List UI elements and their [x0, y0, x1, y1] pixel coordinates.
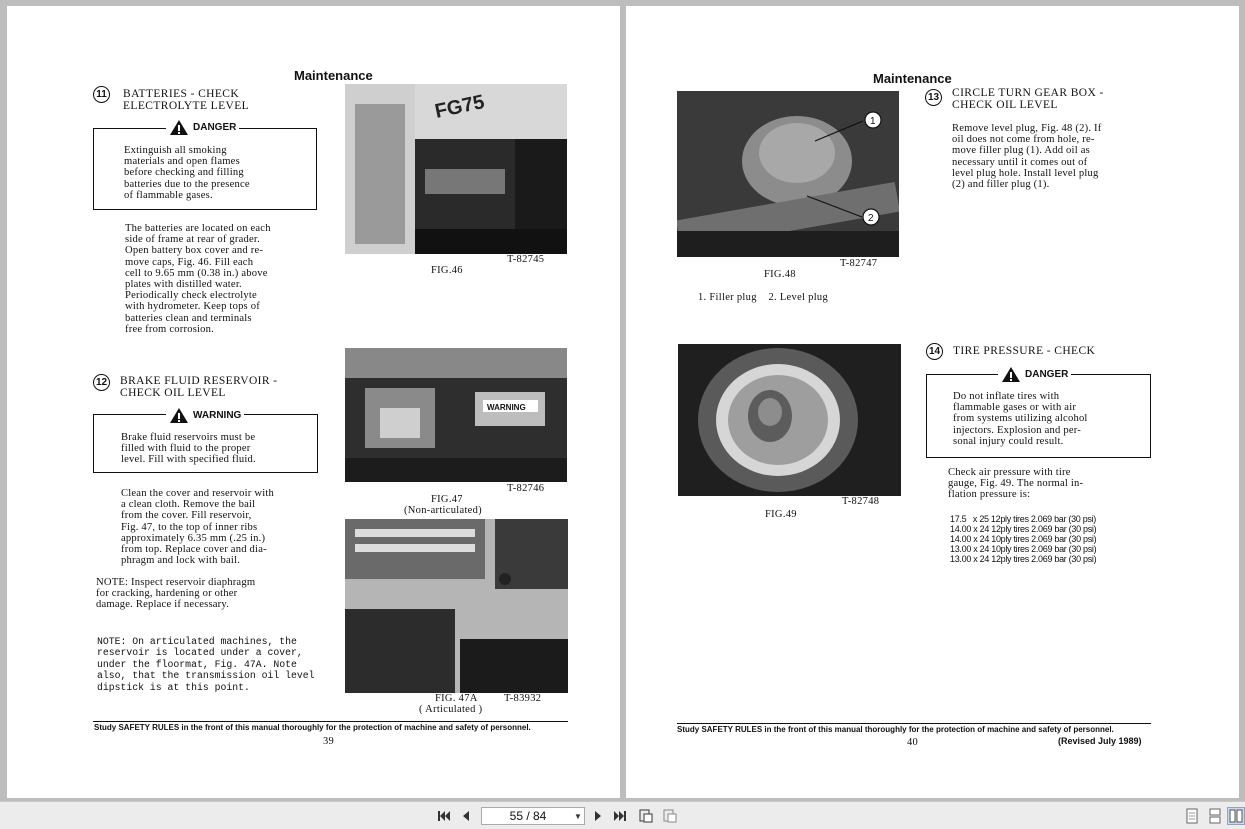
- step-number-12: 12: [93, 374, 110, 391]
- fig-49-photo: [678, 344, 901, 496]
- single-page-view-button[interactable]: [1183, 807, 1201, 825]
- fig-48-legend: 1. Filler plug 2. Level plug: [698, 292, 829, 303]
- circle-turn-body-text: Remove level plug, Fig. 48 (2). If oil does not come from hole, re- move filler plug (1). Add oil as necessary until it comes out of level plug hole. Install level plug (2) and filler plug (1).: [952, 123, 1102, 191]
- tire-spec-row: 13.00 x 24 12ply tires 2.069 bar (30 psi): [950, 554, 1097, 564]
- warning-triangle-icon: [1001, 366, 1021, 383]
- warning-triangle-icon: [169, 407, 189, 424]
- fig-47-subcaption: (Non-articulated): [404, 505, 482, 516]
- warning-text: Brake fluid reservoirs must be filled with fluid to the proper level. Fill with specified fluid.: [121, 432, 256, 466]
- tire-spec-row: 17.5 x 25 12ply tires 2.069 bar (30 psi): [950, 514, 1096, 524]
- page-header: Maintenance: [873, 71, 952, 86]
- page-40: [626, 6, 1239, 798]
- batteries-body-text: The batteries are located on each side of frame at rear of grader. Open battery box cover and re- move caps, Fig. 46. Fill each cell to 9.65 mm (0.38 in.) above plates with distilled water. Periodically check electrolyte with hydrometer. Keep tops of batteries clean and terminals free from corrosion.: [125, 223, 271, 335]
- continuous-view-button[interactable]: [1206, 807, 1224, 825]
- footer-safety-note: Study SAFETY RULES in the front of this manual thoroughly for the protection of machine and safety of personnel.: [677, 725, 1114, 734]
- fit-page-button[interactable]: [637, 807, 655, 825]
- fig-47-caption: FIG.47: [431, 494, 463, 505]
- page-header: Maintenance: [294, 68, 373, 83]
- revision-date: (Revised July 1989): [1058, 736, 1142, 746]
- fig-48-code: T-82747: [840, 258, 878, 269]
- fig-49-caption: FIG.49: [765, 509, 797, 520]
- danger-label: DANGER: [1025, 368, 1069, 380]
- fig-46-machine-label: FG75: [432, 91, 487, 123]
- step-number-14: 14: [926, 343, 943, 360]
- fig-47a-code: T-83932: [504, 693, 542, 704]
- last-page-button[interactable]: [611, 807, 629, 825]
- previous-page-button[interactable]: [457, 807, 475, 825]
- danger-text: Extinguish all smoking materials and open flames before checking and filling batteries due to the presence of flammable gases.: [124, 145, 250, 201]
- previous-page-icon: [461, 810, 471, 822]
- note-articulated: NOTE: On articulated machines, the reservoir is located under a cover, under the floormat, Fig. 47A. Note also, that the transmission oil level dipstick is at this point.: [97, 636, 315, 693]
- fig-48-photo: [677, 91, 899, 257]
- page-number: 39: [323, 736, 335, 747]
- tire-body-text: Check air pressure with tire gauge, Fig. 49. The normal in- flation pressure is:: [948, 467, 1084, 501]
- warning-triangle-icon: [169, 119, 189, 136]
- callout-1: 1: [870, 116, 876, 127]
- section-title-brake-fluid: BRAKE FLUID RESERVOIR - CHECK OIL LEVEL: [120, 375, 278, 399]
- section-title-batteries: BATTERIES - CHECK ELECTROLYTE LEVEL: [123, 88, 250, 112]
- next-page-icon: [593, 810, 603, 822]
- continuous-page-icon: [1208, 808, 1222, 824]
- two-page-view-button[interactable]: [1227, 807, 1245, 825]
- viewer-toolbar: [0, 801, 1245, 829]
- page-number: 40: [907, 737, 919, 748]
- fig-49-code: T-82748: [842, 496, 880, 507]
- section-title-tire-pressure: TIRE PRESSURE - CHECK: [953, 345, 1096, 357]
- two-page-icon: [1229, 809, 1243, 823]
- step-number-11: 11: [93, 86, 110, 103]
- callout-2: 2: [868, 213, 874, 224]
- zoom-in-icon: [662, 808, 678, 824]
- danger-heading: [998, 365, 1071, 383]
- tire-spec-row: 13.00 x 24 10ply tires 2.069 bar (30 psi): [950, 544, 1097, 554]
- single-page-icon: [1185, 808, 1199, 824]
- fig-46-code: T-82745: [507, 254, 545, 265]
- fig-47-code: T-82746: [507, 483, 545, 494]
- footer-safety-note: Study SAFETY RULES in the front of this manual thoroughly for the protection of machine and safety of personnel.: [94, 723, 531, 732]
- page-selector[interactable]: [481, 807, 585, 825]
- tire-spec-row: 14.00 x 24 10ply tires 2.069 bar (30 psi): [950, 534, 1097, 544]
- first-page-icon: [437, 810, 451, 822]
- fig-46-photo: [345, 84, 567, 254]
- tire-pressure-list: [950, 514, 1096, 564]
- fig-47-decal-text: WARNING: [487, 403, 526, 412]
- note-reservoir: NOTE: Inspect reservoir diaphragm for cracking, hardening or other damage. Replace if necessary.: [96, 577, 256, 611]
- fig-47a-photo: [345, 519, 568, 693]
- fig-46-caption: FIG.46: [431, 265, 463, 276]
- dropdown-arrow-icon: ▼: [574, 811, 582, 821]
- fig-47a-subcaption: ( Articulated ): [419, 704, 483, 715]
- first-page-button[interactable]: [435, 807, 453, 825]
- step-number-13: 13: [925, 89, 942, 106]
- page-indicator: 55 / 84: [509, 809, 547, 823]
- last-page-icon: [613, 810, 627, 822]
- brake-body-text: Clean the cover and reservoir with a clean cloth. Remove the bail from the cover. Fill reservoir, Fig. 47, to the top of inner ribs approximately 6.35 mm (.25 in.) from top. Replace cover and dia- phragm and lock with bail.: [121, 488, 274, 567]
- warning-heading: [166, 406, 244, 424]
- fig-47a-caption: FIG. 47A: [435, 693, 478, 704]
- next-page-button[interactable]: [589, 807, 607, 825]
- section-title-circle-turn: CIRCLE TURN GEAR BOX - CHECK OIL LEVEL: [952, 87, 1104, 111]
- page-39: [7, 6, 620, 798]
- danger-text: Do not inflate tires with flammable gases or with air from systems utilizing alcohol injectors. Explosion and per- sonal injury could result.: [953, 391, 1088, 447]
- zoom-out-icon: [638, 808, 654, 824]
- fig-48-caption: FIG.48: [764, 269, 796, 280]
- fig-47-photo: [345, 348, 567, 482]
- fit-width-button[interactable]: [661, 807, 679, 825]
- danger-label: DANGER: [193, 121, 237, 133]
- danger-heading: [166, 118, 239, 136]
- warning-label: WARNING: [193, 409, 242, 421]
- tire-spec-row: 14.00 x 24 12ply tires 2.069 bar (30 psi): [950, 524, 1097, 534]
